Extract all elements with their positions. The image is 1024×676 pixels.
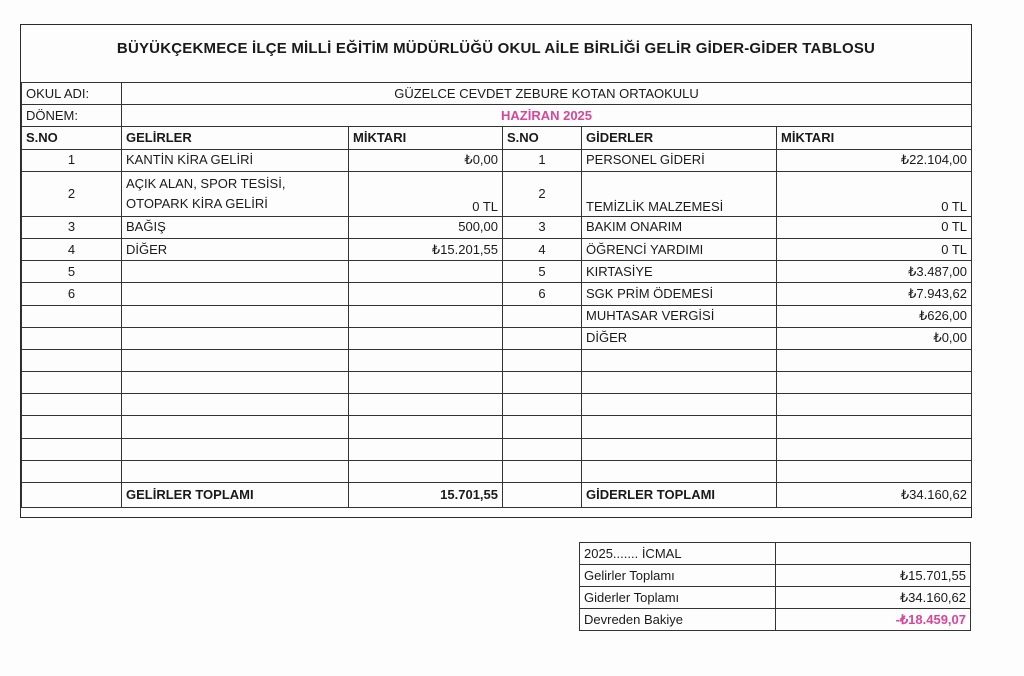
income-expense-table (21, 82, 972, 508)
income-total-label: GELİRLER TOPLAMI (122, 483, 349, 508)
income-amount (349, 283, 503, 305)
period-label: DÖNEM: (22, 105, 122, 127)
income-sno-header: S.NO (22, 127, 122, 149)
income-amount (349, 305, 503, 327)
expense-sno-header: S.NO (503, 127, 582, 149)
expense-no: 6 (503, 283, 582, 305)
expense-amount: ₺22.104,00 (777, 149, 972, 171)
school-label: OKUL ADI: (22, 83, 122, 105)
school-row (22, 83, 972, 105)
empty-row (22, 349, 972, 371)
income-amount: 0 TL (349, 171, 503, 216)
school-name: GÜZELCE CEVDET ZEBURE KOTAN ORTAOKULU (122, 83, 972, 105)
income-no: 3 (22, 216, 122, 238)
period-row (22, 105, 972, 127)
income-no: 5 (22, 261, 122, 283)
income-no (22, 305, 122, 327)
income-amount: 500,00 (349, 216, 503, 238)
expense-amount: 0 TL (777, 216, 972, 238)
income-name: AÇIK ALAN, SPOR TESİSİ, OTOPARK KİRA GELİRİ (122, 171, 349, 216)
income-name: DİĞER (122, 238, 349, 260)
table-row (22, 261, 972, 283)
expense-name: BAKIM ONARIM (582, 216, 777, 238)
income-no: 6 (22, 283, 122, 305)
summary-value: ₺15.701,55 (776, 565, 971, 587)
summary-table (579, 542, 971, 631)
expense-no: 2 (503, 171, 582, 216)
expense-no: 4 (503, 238, 582, 260)
header-row (22, 127, 972, 149)
income-amount (349, 327, 503, 349)
period-value: HAZİRAN 2025 (122, 105, 972, 127)
expense-amount: ₺0,00 (777, 327, 972, 349)
summary-row (580, 565, 971, 587)
income-no: 4 (22, 238, 122, 260)
expense-amount-header: MİKTARI (777, 127, 972, 149)
empty-row (22, 460, 972, 482)
summary-row (580, 587, 971, 609)
expense-name: TEMİZLİK MALZEMESİ (582, 171, 777, 216)
expense-amount: ₺626,00 (777, 305, 972, 327)
table-row (22, 327, 972, 349)
income-no: 1 (22, 149, 122, 171)
income-name (122, 305, 349, 327)
empty-row (22, 394, 972, 416)
expense-amount: 0 TL (777, 238, 972, 260)
expense-total-value: ₺34.160,62 (777, 483, 972, 508)
balance-value: -₺18.459,07 (776, 609, 971, 631)
expense-name: MUHTASAR VERGİSİ (582, 305, 777, 327)
expense-no (503, 327, 582, 349)
summary-label: Devreden Bakiye (580, 609, 776, 631)
table-row (22, 149, 972, 171)
summary-label: Giderler Toplamı (580, 587, 776, 609)
income-name (122, 261, 349, 283)
empty-row (22, 438, 972, 460)
expense-amount: ₺7.943,62 (777, 283, 972, 305)
income-name: KANTİN KİRA GELİRİ (122, 149, 349, 171)
expense-name: SGK PRİM ÖDEMESİ (582, 283, 777, 305)
table-row (22, 171, 972, 216)
summary-label: Gelirler Toplamı (580, 565, 776, 587)
summary-value: ₺34.160,62 (776, 587, 971, 609)
income-amount (349, 261, 503, 283)
expense-name: KIRTASİYE (582, 261, 777, 283)
income-total-value: 15.701,55 (349, 483, 503, 508)
expense-amount: ₺3.487,00 (777, 261, 972, 283)
income-amount: ₺15.201,55 (349, 238, 503, 260)
income-no (22, 327, 122, 349)
document-title: BÜYÜKÇEKMECE İLÇE MİLLİ EĞİTİM MÜDÜRLÜĞÜ OKUL AİLE BİRLİĞİ GELİR GİDER-GİDER TABLOSU (116, 40, 876, 57)
income-name: BAĞIŞ (122, 216, 349, 238)
expense-no: 5 (503, 261, 582, 283)
table-row (22, 305, 972, 327)
summary-header: 2025....... İCMAL (580, 543, 776, 565)
expense-header: GİDERLER (582, 127, 777, 149)
table-row (22, 216, 972, 238)
expense-no (503, 305, 582, 327)
empty-row (22, 416, 972, 438)
expense-total-label: GİDERLER TOPLAMI (582, 483, 777, 508)
expense-no: 1 (503, 149, 582, 171)
income-name (122, 283, 349, 305)
table-row (22, 238, 972, 260)
totals-row (22, 483, 972, 508)
expense-no: 3 (503, 216, 582, 238)
expense-name: PERSONEL GİDERİ (582, 149, 777, 171)
expense-name: DİĞER (582, 327, 777, 349)
expense-name: ÖĞRENCİ YARDIMI (582, 238, 777, 260)
expense-amount: 0 TL (777, 171, 972, 216)
table-row (22, 283, 972, 305)
income-amount: ₺0,00 (349, 149, 503, 171)
summary-header-row (580, 543, 971, 565)
income-amount-header: MİKTARI (349, 127, 503, 149)
income-header: GELİRLER (122, 127, 349, 149)
income-no: 2 (22, 171, 122, 216)
income-name (122, 327, 349, 349)
empty-row (22, 372, 972, 394)
summary-row (580, 609, 971, 631)
